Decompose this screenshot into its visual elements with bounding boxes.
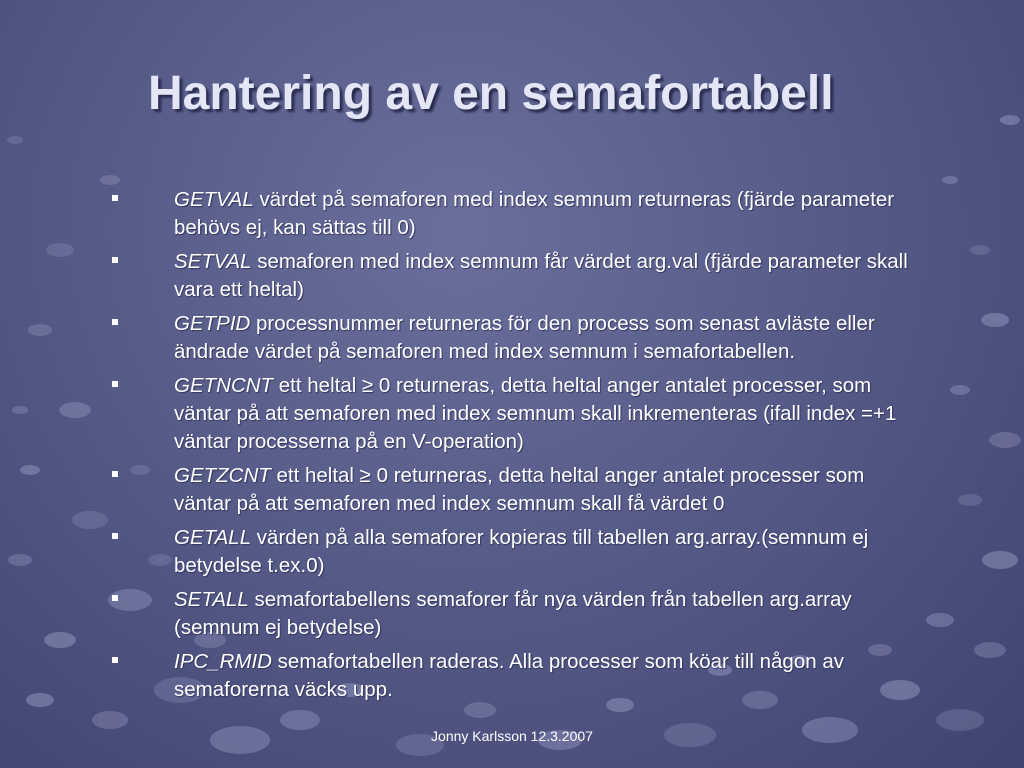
- decorative-dot: [958, 494, 982, 506]
- decorative-dot: [942, 176, 958, 184]
- bullet-marker-icon: [112, 195, 118, 201]
- decorative-dot: [926, 613, 954, 627]
- command-name: GETALL: [174, 526, 252, 549]
- command-name: GETVAL: [174, 188, 254, 211]
- decorative-dot: [44, 632, 76, 648]
- decorative-dot: [8, 554, 32, 566]
- bullet-item-ipc-rmid: [112, 648, 912, 704]
- slide-footer: Jonny Karlsson 12.3.2007: [431, 728, 593, 744]
- decorative-dot: [20, 465, 40, 475]
- command-name: GETZCNT: [174, 464, 271, 487]
- bullet-marker-icon: [112, 657, 118, 663]
- bullet-item-setval: [112, 248, 912, 304]
- bullet-marker-icon: [112, 471, 118, 477]
- decorative-dot: [970, 245, 990, 255]
- bullet-item-getzcnt: [112, 462, 912, 518]
- bullet-item-getncnt: [112, 372, 912, 456]
- command-description: ett heltal ≥ 0 returneras, detta heltal anger antalet processer som väntar på att semaforen med index semnum skall få värdet 0: [174, 464, 865, 515]
- bullet-marker-icon: [112, 381, 118, 387]
- decorative-dot: [12, 406, 28, 414]
- decorative-dot: [46, 243, 74, 257]
- bullet-item-getall: [112, 524, 912, 580]
- bullet-marker-icon: [112, 319, 118, 325]
- decorative-dot: [989, 432, 1021, 448]
- decorative-dot: [950, 385, 970, 395]
- bullet-item-getval: [112, 186, 912, 242]
- command-description: värdet på semaforen med index semnum returneras (fjärde parameter behövs ej, kan sättas till 0): [174, 188, 895, 239]
- command-description: ett heltal ≥ 0 returneras, detta heltal anger antalet processer, som väntar på att semaforen med index semnum skall inkrementeras (ifall index =+1 väntar processerna på en V-operation): [174, 374, 897, 453]
- command-description: semaforen med index semnum får värdet arg.val (fjärde parameter skall vara ett heltal): [174, 250, 908, 301]
- decorative-dot: [26, 693, 54, 707]
- decorative-dot: [92, 711, 128, 729]
- command-name: GETNCNT: [174, 374, 274, 397]
- command-description: semafortabellens semaforer får nya värden från tabellen arg.array (semnum ej betydelse): [174, 588, 852, 639]
- command-name: IPC_RMID: [174, 650, 272, 673]
- decorative-dot: [280, 710, 320, 730]
- decorative-dot: [982, 551, 1018, 569]
- command-name: SETVAL: [174, 250, 252, 273]
- decorative-dot: [100, 175, 120, 185]
- decorative-dot: [28, 324, 52, 336]
- command-name: SETALL: [174, 588, 249, 611]
- decorative-dot: [981, 313, 1009, 327]
- bullet-list: [112, 186, 912, 710]
- bullet-item-getpid: [112, 310, 912, 366]
- bullet-marker-icon: [112, 257, 118, 263]
- command-description: semafortabellen raderas. Alla processer som köar till någon av semaforerna väcks upp.: [174, 650, 844, 701]
- decorative-dot: [59, 402, 91, 418]
- command-description: värden på alla semaforer kopieras till tabellen arg.array.(semnum ej betydelse t.ex.0): [174, 526, 869, 577]
- decorative-dot: [72, 511, 108, 529]
- bullet-marker-icon: [112, 533, 118, 539]
- decorative-dot: [7, 136, 23, 144]
- command-name: GETPID: [174, 312, 251, 335]
- command-description: processnummer returneras för den process som senast avläste eller ändrade värdet på semaforen med index semnum i semafortabellen.: [174, 312, 875, 363]
- bullet-marker-icon: [112, 595, 118, 601]
- slide-title: Hantering av en semafortabell: [148, 67, 834, 120]
- bullet-item-setall: [112, 586, 912, 642]
- decorative-dot: [1000, 115, 1020, 125]
- decorative-dot: [974, 642, 1006, 658]
